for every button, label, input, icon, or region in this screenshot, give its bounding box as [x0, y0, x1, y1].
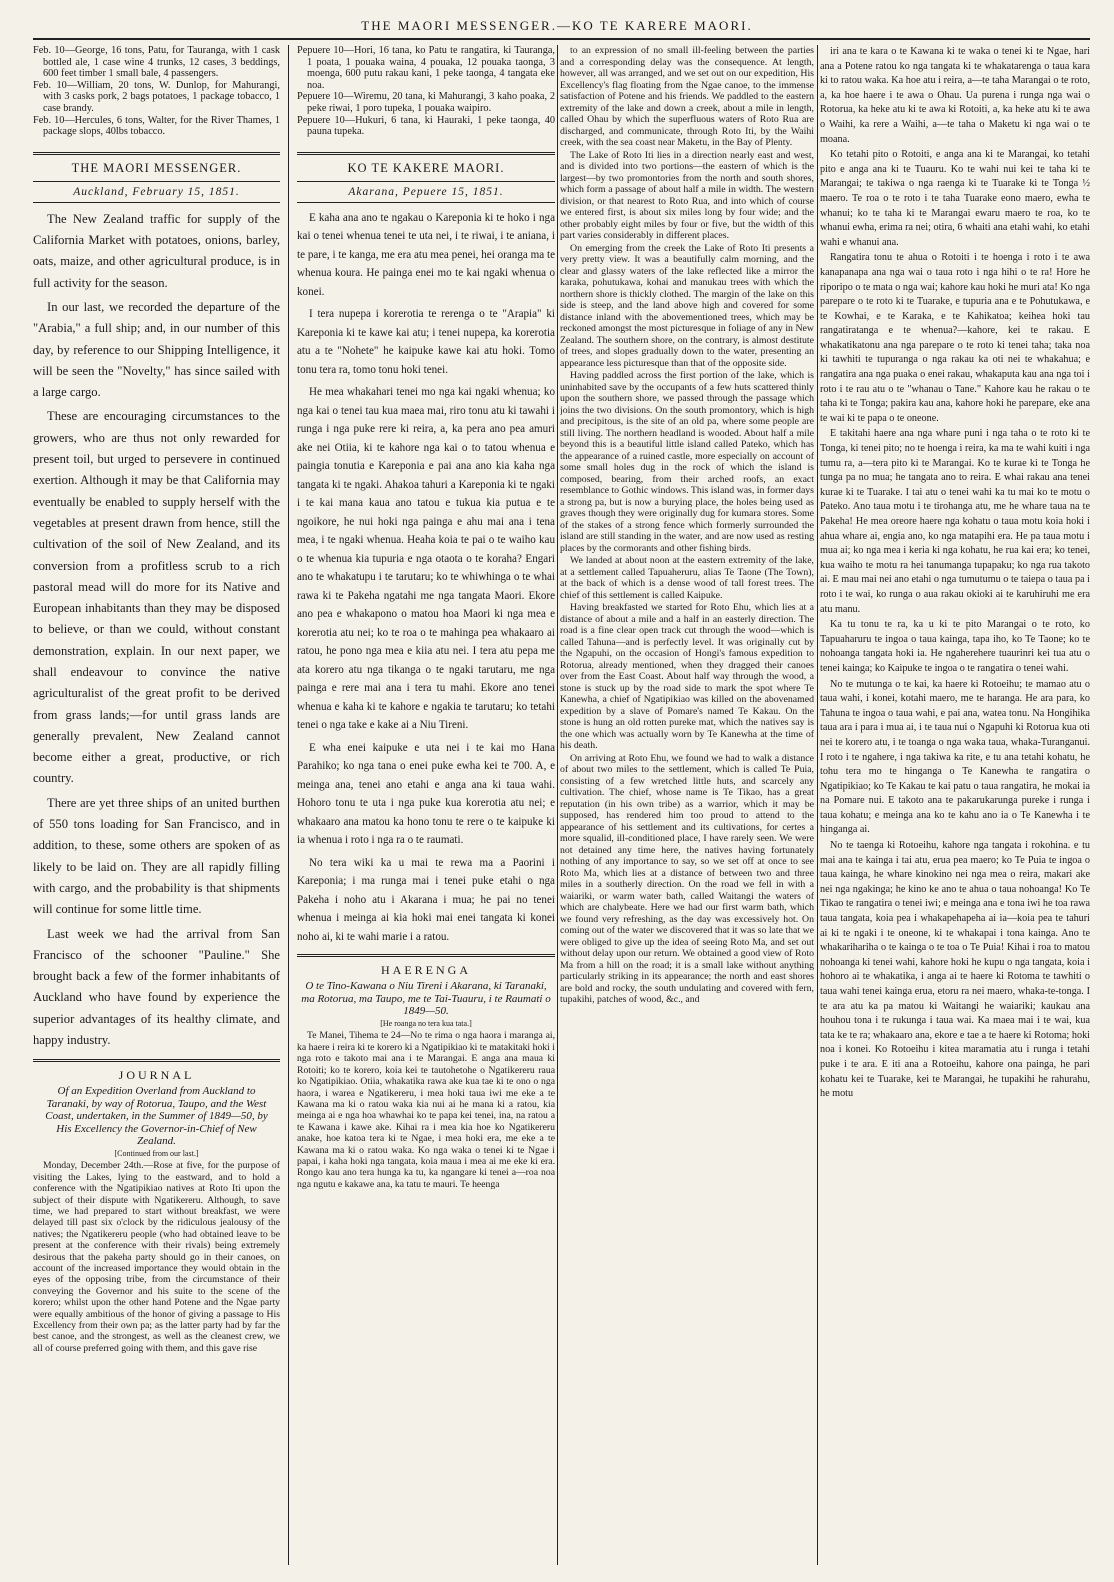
paragraph: Having breakfasted we started for Roto Ehu, which lies at a distance of about a mile and a half in an easterly direction. The road is a fine clear open track cut through the wood—which is called Tahuna—and is perfectly level. It was originally cut by the Ngapuhi, on the occasion of Hongi's famous expedition to Rotorua, already mentioned, when they dragged their canoes over from the East Coast. About half way through the wood, a stone is stuck up by the road side to mark the spot where Te Kanewha, a chief of Ngatipikiao was killed on the abovenamed expedition by a slave of Pomare's named Te Kakau. On the stone is hung an old rotten pureke mat, which the natives say is the one which was actually worn by Te Kanewha at the time of his death.	[560, 602, 814, 751]
column-rule-3	[817, 45, 818, 1565]
dateline-english: Auckland, February 15, 1851.	[33, 182, 280, 203]
paragraph: No te mutunga o te kai, ka haere ki Rotoeihu; te mamao atu o taua wahi, i konei, kotahi maero, me te haranga. He ara para, ko Tahuna te ingoa o taua wahi, e pai ana, watea tonu. Na Hongihika taua ara i para i mua ai, i te taua nui o Ngapuhi ki Rotorua kua oti nei te korero atu, i te toanga o nga waka taua, whaka-Turanganui. I roto i te ngahere, i nga takiwa ka rite, e tu ana tetahi kohatu, he tohu tera mo te hinganga o Te Kanewha te rangatira o Ngatipikiao; ko Te Kakau te kai patu o taua rangatira, he mokai ia na Pomare nui. E takoto ana te pakarukarunga pureke i runga i taua kohatu; e meinga ana ko te kahu ano ia o Te Kanewha i te hinganga ai.	[820, 678, 1090, 836]
dateline-maori: Akarana, Pepuere 15, 1851.	[297, 182, 555, 203]
column-rule-2	[557, 45, 558, 1565]
column-journal-english	[560, 45, 814, 1565]
header-rule	[33, 38, 1090, 40]
masthead-english: THE MAORI MESSENGER.	[33, 152, 280, 182]
column-english	[33, 45, 280, 1565]
paragraph: The New Zealand traffic for supply of the California Market with potatoes, onions, barley, oats, maize, and other agricultural produce, is in full activity for the season.	[33, 211, 280, 290]
shipping-intelligence-en	[33, 45, 280, 138]
paragraph: No tera wiki ka u mai te rewa ma a Paorini i Kareponia; i ma runga mai i tenei puke etahi o nga Pakeha i noho atu i Akarana i mua; he pai no tenei whenua i meinga ai kia hoki mai enei tangata ki konei noho ai, ki te wahi marie i a ratou.	[297, 856, 555, 943]
haerenga-note: [He roanga no tera kua tata.]	[380, 1019, 472, 1029]
paragraph: On arriving at Roto Ehu, we found we had to walk a distance of about two miles to the settlement, which is called Te Puia, consisting of a few wretched little huts, and scarcely any cultivation. The chief, whose name is Te Tikao, has a great reputation (in his own tribe) as a warrior, which it may be supposed, has rendered him too proud to attend to the appearance of his settlement and its cultivations, for certes a more squalid, ill-conditioned place, I have rarely seen. We were not detained any time here, the natives having fortunately nothing of any importance to say, so we set off at once to see Roto Ma, which lies at a distance of between two and three miles in a southerly direction. On the road we fell in with a waiariki, or warm water bath, called Waitangi the waters of which are chalybeate. Here we had our first warm bath, which we found very refreshing, as the day was excessively hot. On coming out of the water we discovered that it was so late that we were obliged to give up the idea of seeing Roto Ma, and set out without delay upon our return. We obtained a good view of Roto Ma from a hill on the road; it is a small lake without anything particularly striking in its appearance; the north and east shores are bold and rocky, the south undulating and covered with fern, tupakihi, patches of wood, &c., and	[560, 752, 814, 1005]
paragraph: Te Manei, Tihema te 24—No te rima o nga haora i maranga ai, ka haere i reira ki te korero ki a Ngatipikiao ki te matakitaki hoki i nga roto e takoto mai ana i te Marangai. E anga ana maua ki Rotoiti; ko te korero, koia kei te tautohetohe o Ngatikereru raua ko Ngatipikiao. Otiia, whakatika rawa ake kua tae ki te ono o nga haora, i warea e Ngatikereru, i mea hoki taua iwi me eke a te Kawana ma ki o ratou waka kia nui ai he mana ki a ratou, kia meinga ai e nga hoa whawhai ko te papa kei tenei, ina, na ratou a te Kawana i kawe ake. Kihai ra i mea kia hoe ko Ngatikereru anake, hoe katoa tera ki te Ngae, i mea hoki era, me eke a te Kawana ma ki o ratou waka. Ko nga waka o tenei ki te Ngae i papai, i kaha hoki nga tangata, koia maua i mea ai me eke ki era. Rongo kau ano tera hunga ka tu, ka ngangare ki tenei a—roa noa nga ngutu e kakawe ana, ka tatu te mauri. Te heenga	[297, 1030, 555, 1190]
paragraph: E wha enei kaipuke e uta nei i te kai mo Hana Parahiko; ko nga tana o enei puke ewha kei te 700. A, e meinga ana, tenei ano etahi e anga ana ki taua wahi. Hohoro tonu te uta i nga puke kua korerotia atu nei; e whakaaro ana matou ka hono tonu te rere o te kaipuke ki ia whenua i roto i nga ra o te raumati.	[297, 741, 555, 847]
journal-text	[33, 1160, 280, 1354]
paragraph: E kaha ana ano te ngakau o Kareponia ki te hoko i nga kai o tenei whenua tenei te uta nei, i te riwai, i te aniana, i te pare, i te kanga, me era atu mea penei, hei oranga ma te whenua koura. He painga enei mo te kai ngaki whenua o konei.	[297, 211, 555, 298]
paragraph: No te taenga ki Rotoeihu, kahore nga tangata i rokohina. e tu mai ana te kainga i tai atu, erua pea maero; ko Te Puia te ingoa o taua kainga, he whare kinokino nei nga mea o reira, makari ake nei nga ngakinga; he kino ke ano te ahua o taua nohoanga! Ko Te Tikao te rangatira o tenei iwi; e meinga ana e tona iwi he toa rawa taua tangata, koia pea i whakapehapeha ai ia—koia pea te tahuri ai ki te ngaki i te oneone, ki te whakapai i tona kainga. Ano te whakarihariha o te kainga o te toa o Te Puia! Kihai i roa to matou nohoanga ki tenei wahi, kahore hoki he kupu o nga tangata, koia i hohoro ai te whakatika, i anga ai te haere ki Rotoma te tawhiti o taua wahi tenei kainga erua, etoru ra nei maero, whaka-te-tonga. I te ara atu ka pa matou ki Waitangi he waiariki; kaukau ana houhou tona i te rukunga i taua wai. Ka maea mai i te wai, kua tata ke te ra; whakaaro ana, ekore e tae a te haere ki Rotoma; hoki noa i konei. Ko Rotoeihu i kitea maramatia atu i runga i tetahi puke i te ara. E iti ana a Rotoeihu, kahore ona painga, he pari kohatu kei te Tuarake, kei te Marangai, he tupakihi he rahurahu, he motu	[820, 840, 1090, 1100]
shipping-entry: Feb. 10—William, 20 tons, W. Dunlop, for Mahurangi, with 3 casks pork, 2 bags potatoes, 1 package tobacco, 1 case brandy.	[33, 79, 280, 114]
haerenga-title: HAERENGA	[381, 963, 471, 978]
paragraph: Ko tetahi pito o Rotoiti, e anga ana ki te Marangai, ko tetahi pito e anga ana ki te Tuauru. Ko te wahi nui kei te taha ki te Marangai; te takiwa o nga raenga ki te Tuarake ki te Tonga ½ maero. Te roa o te roto i te taha Tuarake eono maero, ewha te whanui; ko te taha ki te Marangai ewaru maero te roa, ko te whanui ewha, erima ra nei; otira, 6 whaiti ana etahi wahi, ko etahi wahi e whanui ana.	[820, 149, 1090, 248]
section-rule	[297, 954, 555, 957]
paragraph: Monday, December 24th.—Rose at five, for the purpose of visiting the Lakes, lying to the eastward, and to hold a conference with the Ngatipikiao natives at Roto Iti upon the subject of their dispute with Ngatikereru. Although, to save time, we had prepared to start without breakfast, we were delayed till past six o'clock by the ridiculous jealousy of the natives; the Ngatikereru people (who had obtained leave to be present at the conference with their rivals) being extremely desirous that the pakeha party should go in their canoes, on account of the increased importance they would obtain in the eyes of the opposing tribe, from the circumstance of their conveying the Governor and his suite to the scene of the korero; whilst upon the other hand Potene and the Ngae party were equally ambitious of the honor of giving a passage to His Excellency from their own pa; as the latter party had by far the best canoe, and the strongest, as well as the cleanest crew, we all of course preferred going with them, and this gave rise	[33, 1160, 280, 1354]
paragraph: Having paddled across the first portion of the lake, which is uninhabited save by the occupants of a few huts scattered thinly upon the southern shore, we passed through the passage which joins the two divisions. On the south promontory, which is high and precipitous, is the site of an old pa, where some people are still living. The northern headland is wooded. About half a mile beyond this is a beautiful little island called Pateko, which has the appearance of a ruined castle, more especially on account of some small holes dug in the rock of which the island is composed, bearing, from their arched roofs, an exact resemblance to Gothic windows. This island was, in former days a strong pa, but is now a burying place, the holes being used as graves though they were originally dug for kumara stores. Some of the stakes of a strong fence which formerly surrounded the island are still standing in the water, and are now used as resting places by the cormorants and other fishing birds.	[560, 370, 814, 554]
paragraph: Rangatira tonu te ahua o Rotoiti i te hoenga i roto i te awa kanapanapa ana nga wai o taua roto i nga hihi o te ra! Hore he riporipo o te mata o nga wai; kahore kau hoki he muri ata! Ko nga parepare o te roto ki te Tuarake, e tupuria ana e te Pohutukawa, e te Kowhai, e te Karaka, e te Kahikatoa; keihea hoki tau rangatiratanga e te whenua?—kahore, kei te rakau. E whakatikatonu ana nga parepare o te roto ki tenei taha; taka noa ki tawhiti te tupuranga o nga rakau ka oti nei te whakahua; e rangatira ana nga puaka o enei rakau, whakaputa kau ana nga toi i roto i te rau atu o te "whanau o Tane." Kahore kau he rakau o te taha ki te Tonga; pakira kau ana, kahore hoki he parepare, eke ana te wai ki te papa o te oneone.	[820, 252, 1090, 424]
shipping-intelligence-mi	[297, 45, 555, 138]
journal-subtitle: Of an Expedition Overland from Auckland to Taranaki, by way of Rotorua, Taupo, and the West Coast, undertaken, in the Summer of 1849—50, by His Excellency the Governor-in-Chief of New Zealand.	[45, 1085, 268, 1147]
column-rule-1	[288, 45, 289, 1565]
journal-note: [Continued from our last.]	[114, 1149, 199, 1159]
masthead-maori: KO TE KAKERE MAORI.	[297, 152, 555, 182]
paragraph: Ka tu tonu te ra, ka u ki te pito Marangai o te roto, ko Tapuaharuru te ingoa o taua kainga, tapa iho, ko Te Taone; ko te nohoanga tangata hoki ia. He ngaherehere tuaurinri kei tua atu o tenei kainga; ko Kaipuke te ingoa o te rangatira o tenei wahi.	[820, 619, 1090, 674]
section-rule	[33, 1059, 280, 1062]
paragraph: He mea whakahari tenei mo nga kai ngaki whenua; ko nga kai o tenei tau kua maea mai, riro tonu atu ki tawahi i runga i nga puke rere ki reira, a, ka pera ano pea amuri ake nei Otiia, ki te kahore nga kai o to tatou whenua e paingia tonutia e Kareponia e pai ana ano kia kaha nga tangata ki te ngaki. Ahakoa tahuri a Kareponia ki te ngaki i te kai mana kaua ano tatou e tukua kia putua e te ngoikore, he nui hoki nga painga e ahu mai ana i tena mea, i te ngaki whenua. Heaha koia te pai o te waiho kau o te whenua kia tupuria e nga otaota o te koraha? Engari ano te whakatupu i te tarutaru; ko te whiwhinga o te whai rawa ki te Pakeha ngatahi me nga tangata Maori. Ekore ano pea e whakapono o matou hoa Maori ki nga mea e korerotia atu nei; ko te roa o te mahinga pea whakaaro ai ratou, he pono nga mea e kiia atu nei. I tera atu pepa me ata korero atu nga tikanga o te ngaki tarutaru, me nga painga e rere mai ana i tera tu mahi. Ekore ano tenei whenua e kaha ki te kahore e ngakia te tarutaru; ko tetahi tenei o nga take e kake ai a Niu Tireni.	[297, 386, 555, 732]
paragraph: These are encouraging circumstances to the growers, who are thus not only rewarded for present toil, but urged to persevere in continued exertion. Although it may be that California may eventually be enabled to supply herself with the vegetables at present drawn from hence, still the cultivation of the soil of New Zealand, and its conversion from a profitless scrub to a rich pastoral mead will do more for its Native and European inhabitants than they may be disposed to believe, or than we could, without constant demonstration, explain. In our next paper, we shall endeavour to convince the native agriculturalist of the great profit to be derived from grass lands;—for until grass lands are generally prevalent, New Zealand cannot become either a great, productive, or rich country.	[33, 409, 280, 786]
shipping-entry: Pepuere 10—Hori, 16 tana, ko Patu te rangatira, ki Tauranga, 1 poata, 1 pouaka waina, 4 pouaka, 12 pouaka taonga, 3 moenga, 600 putu rakau kani, 1 peke taonga, 4 tangata eke noa.	[297, 45, 555, 91]
paragraph: Last week we had the arrival from San Francisco of the schooner "Pauline." She brought back a few of the former inhabitants of Auckland who have found by experience the superior advantages of its healthy climate, and happy industry.	[33, 926, 280, 1048]
paragraph: We landed at about noon at the eastern extremity of the lake, at a settlement called Tapuaheruru, alias Te Taone (The Town), at the back of which is a dense wood of tall forest trees. The chief of this settlement is called Kaipuke.	[560, 555, 814, 601]
running-head: THE MAORI MESSENGER.—KO TE KARERE MAORI.	[361, 18, 753, 33]
paragraph: iri ana te kara o te Kawana ki te waka o tenei ki te Ngae, hari ana a Potene ratou ko nga tangata ki te whakatarenga o taua kara ki to ratou waka. Ka hoe atu i reira, a—te taha Marangai o te roto, a, ka hoe haere i te awa o Ohau. Ua purena i runga nga wai o Rotorua, ka heke atu ki te awa ki Rotoiti, a, ka heke atu ki te awa o Waihi, ka rere a Waihi, a—te taha o Maketu ki nga wai o te moana.	[820, 46, 1090, 145]
shipping-entry: Feb. 10—Hercules, 6 tons, Walter, for the River Thames, 1 package slops, 40lbs tobacco.	[33, 114, 280, 138]
haerenga-subtitle: O te Tino-Kawana o Niu Tireni i Akarana, ki Taranaki, ma Rotorua, ma Taupo, me te Tai-Tuauru, i te Raumati o 1849—50.	[301, 980, 551, 1018]
editorial-maori	[297, 209, 555, 947]
paragraph: There are yet three ships of an united burthen of 550 tons loading for San Francisco, and in addition, to these, some others are spoken of as likely to be laid on. They are all rapidly filling with cargo, and the probability is that shipments will continue for some little time.	[33, 795, 280, 917]
journal-title: JOURNAL	[118, 1068, 195, 1083]
shipping-entry: Pepuere 10—Wiremu, 20 tana, ki Mahurangi, 3 kaho poaka, 2 peke riwai, 1 poro tupeka, 1 pouaka waipiro.	[297, 91, 555, 114]
column-maori	[297, 45, 555, 1565]
paragraph: E takitahi haere ana nga whare puni i nga taha o te roto ki te Tonga, ki tenei pito; no te hoenga i reira, ka ma te wahi kuiti i nga tumu ra, a—tera pito ki te Marangai. Ko te kurae ki te Tonga he tunga pa no mua; he tangata ano to reira. E whai rakau ana tenei kurae ki te Tuarake. I tai atu o tenei wahi ka tu mai ko te motu o Pateko. Ano taua motu i te tirohanga atu, me he whare taua na te Pakeha! He mea oreore haere nga kohatu o taua motu koia hoki i ahua whare ai, engia ano, ko nga matapihi era. He pa taua motu i mua ai; ko nga mea i keria ki nga kohatu, he rua kai era; ko tenei, kua waiho te motu ra hei tanumanga tupapaku; ko nga rua takoto ai. E mau mai nei ano etahi o nga tumutumu o te taiepa o taua pa i roto i te wai, ko runga o aua rakau okioki ai te karuhiruhi me era atu manu.	[820, 428, 1090, 615]
paragraph: On emerging from the creek the Lake of Roto Iti presents a very pretty view. It was a beautifully calm morning, and the clear and glassy waters of the lake reflected like a mirror the karaka, pohutukawa, kohai and manukau trees with which the northern shore is thickly clothed. The margin of the lake on this side is steep, and the land above high and covered for some distance inland with the abovementioned trees, which may be reckoned amongst the most picturesque in foliage of any in New Zealand. The southern shore, on the contrary, is almost destitute of trees, and slopes gradually down to the water, presenting an appearance less picturesque than that of the opposite side.	[560, 242, 814, 369]
paragraph: The Lake of Roto Iti lies in a direction nearly east and west, and is divided into two portions—the eastern of which is the largest—by two promontories from the north and south shores, which form a passage of about half a mile in width. The western division, or that nearest to Roto Rua, and into which of course we entered first, is about six miles long by four wide; and the other probably eight miles by four or five, but the width of this part varies considerably in different places.	[560, 149, 814, 241]
paragraph: In our last, we recorded the departure of the "Arabia," a full ship; and, in our number of this day, by reference to our Shipping Intelligence, it will be seen the "Novelty," has since sailed with a large cargo.	[33, 299, 280, 400]
column-journal-maori	[820, 45, 1090, 1565]
paragraph: to an expression of no small ill-feeling between the parties and a corresponding delay was the consequence. At length, however, all was arranged, and we set out on our expedition, His Excellency's flag floating from the Ngae canoe, to the immense satisfaction of Potene and his friends. We paddled to the eastern extremity of the lake and down a creek, about a mile in length, called Ohau by which the superfluous waters of Roto Rua are discharged, and communicate, through Roto Iti, by the Waihi creek, with the sea coast near Maketu, in the Bay of Plenty.	[560, 45, 814, 148]
haerenga-text	[297, 1030, 555, 1190]
editorial-english	[33, 209, 280, 1052]
paragraph: I tera nupepa i korerotia te rerenga o te "Arapia" ki Kareponia ki te kawe kai atu; i tenei nupepa, ka korerotia atu a te "Nohete" he kaipuke kawe kai atu hoki. Tomo tonu tera ra, tomo tonu hoki tenei.	[297, 308, 555, 376]
shipping-entry: Pepuere 10—Hukuri, 6 tana, ki Hauraki, 1 peke taonga, 40 pauna tupeka.	[297, 114, 555, 138]
shipping-entry: Feb. 10—George, 16 tons, Patu, for Tauranga, with 1 cask bottled ale, 1 case wine 4 trunks, 12 cases, 3 beddings, 600 feet timber 1 small bale, 4 passengers.	[33, 45, 280, 80]
